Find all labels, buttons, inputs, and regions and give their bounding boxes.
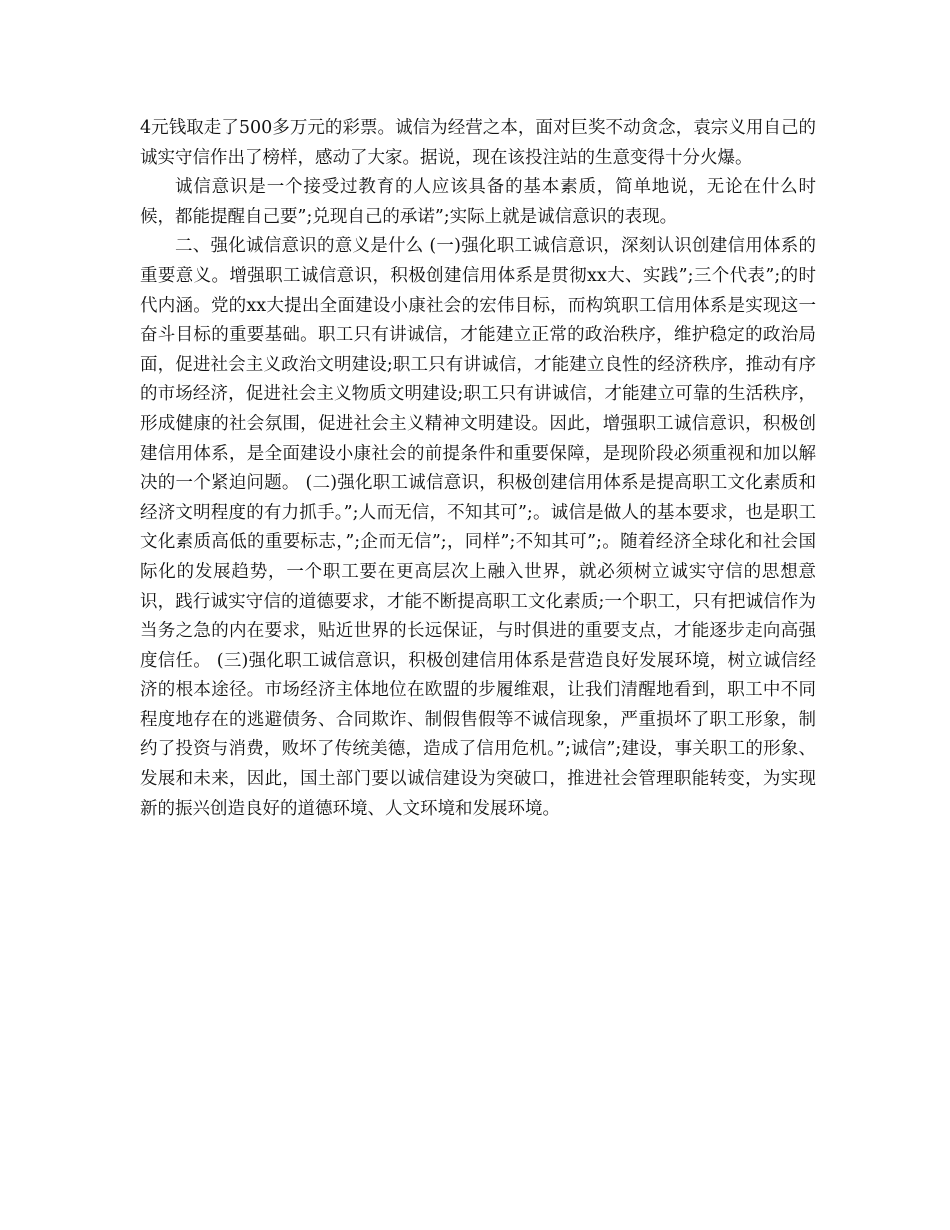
paragraph-significance: 二、强化诚信意识的意义是什么 (一)强化职工诚信意识，深刻认识创建信用体系的重要意义。增强职工诚信意识，积极创建信用体系是贯彻xx大、实践”;三个代表”;的时代内涵。党的xx大提出全面建设小康社会的宏伟目标，而构筑职工信用体系是实现这一奋斗目标的重要基础。职工只有讲诚信，才能建立正常的政治秩序，维护稳定的政治局面，促进社会主义政治文明建设;职工只有讲诚信，才能建立良性的经济秩序，推动有序的市场经济，促进社会主义物质文明建设;职工只有讲诚信，才能建立可靠的生活秩序，形成健康的社会氛围，促进社会主义精神文明建设。因此，增强职工诚信意识，积极创建信用体系，是全面建设小康社会的前提条件和重要保障，是现阶段必须重视和加以解决的一个紧迫问题。 (二)强化职工诚信意识，积极创建信用体系是提高职工文化素质和经济文明程度的有力抓手。”;人而无信，不知其可”;。诚信是做人的基本要求，也是职工文化素质高低的重要标志，”;企而无信”;，同样”;不知其可”;。随着经济全球化和社会国际化的发展趋势，一个职工要在更高层次上融入世界，就必须树立诚实守信的思想意识，践行诚实守信的道德要求，才能不断提高职工文化素质;一个职工，只有把诚信作为当务之急的内在要求，贴近世界的长远保证，与时俱进的重要支点，才能逐步走向高强度信任。 (三)强化职工诚信意识，积极创建信用体系是营造良好发展环境，树立诚信经济的根本途径。市场经济主体地位在欧盟的步履维艰，让我们清醒地看到，职工中不同程度地存在的逃避债务、合同欺诈、制假售假等不诚信现象，严重损坏了职工形象，制约了投资与消费，败坏了传统美德，造成了信用危机。”;诚信”;建设，事关职工的形象、发展和未来，因此，国土部门要以诚信建设为突破口，推进社会管理职能转变，为实现新的振兴创造良好的道德环境、人文环境和发展环境。 (140, 236, 816, 819)
paragraph-continuation: 4元钱取走了500多万元的彩票。诚信为经营之本，面对巨奖不动贪念，袁宗义用自己的诚实守信作出了榜样，感动了大家。据说，现在该投注站的生意变得十分火爆。 (140, 118, 816, 168)
document-page (140, 114, 816, 824)
paragraph-integrity-awareness: 诚信意识是一个接受过教育的人应该具备的基本素质，简单地说，无论在什么时候，都能提醒自己要”;兑现自己的承诺”;实际上就是诚信意识的表现。 (140, 177, 816, 227)
